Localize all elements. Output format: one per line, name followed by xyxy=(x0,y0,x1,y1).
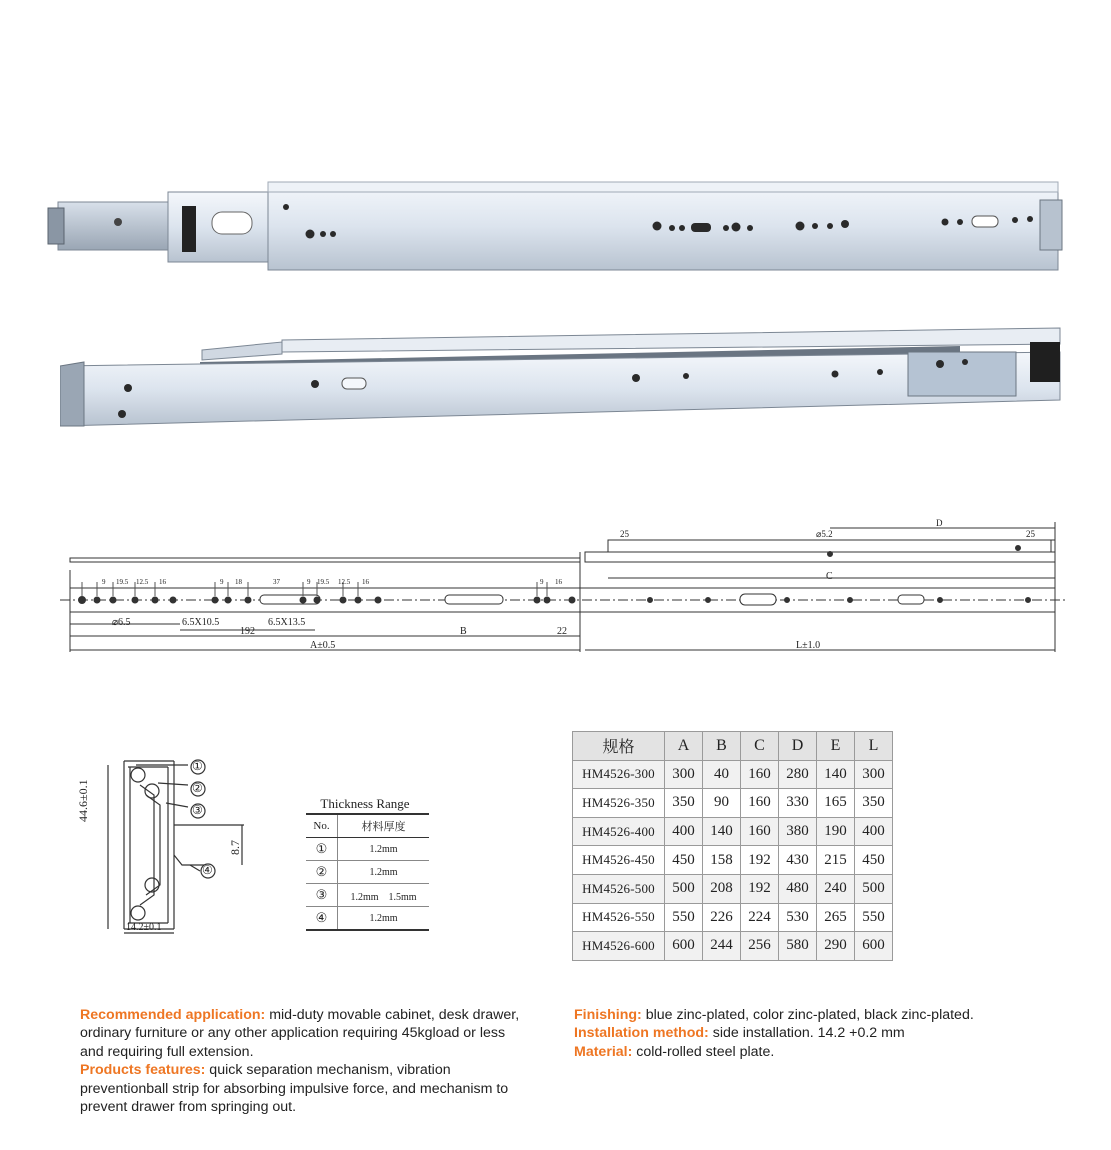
spec-header-b: B xyxy=(703,732,741,761)
spec-header-model: 规格 xyxy=(573,732,665,761)
label-c: C xyxy=(826,571,833,582)
application-label: Recommended application: xyxy=(80,1007,266,1023)
description-left xyxy=(80,1006,525,1116)
installation-label: Installation method: xyxy=(574,1025,709,1042)
thickness-row: ③ 1.2mm 1.5mm xyxy=(306,884,429,907)
thickness-row: ① 1.2mm xyxy=(306,838,429,861)
dim-25-right: 25 xyxy=(1026,529,1035,539)
application-text: mid-duty movable cabinet, desk drawer, ordinary furniture or any other application requiring 45kgload or less and requiring full extension. xyxy=(80,1007,520,1060)
thickness-row: ④ 1.2mm xyxy=(306,907,429,931)
installation-text: side installation. 14.2 +0.2 mm xyxy=(708,1025,905,1042)
spec-header-c: C xyxy=(741,732,779,761)
dim-25-left: 25 xyxy=(620,529,629,539)
spec-row: HM4526-550 550 226 224 530 265 550 xyxy=(573,903,893,932)
cross-section-drawing xyxy=(90,755,250,940)
dim-d: D xyxy=(936,518,943,528)
spec-header-row xyxy=(573,732,893,761)
thickness-header-material: 材料厚度 xyxy=(338,814,430,838)
spec-header-d: D xyxy=(779,732,817,761)
spec-row: HM4526-300 300 40 160 280 140 300 xyxy=(573,760,893,789)
finishing-label: Finishing: xyxy=(574,1007,642,1023)
spec-table xyxy=(572,731,893,961)
material-text: cold-rolled steel plate. xyxy=(632,1043,775,1060)
width-dim: 14.2±0.1 xyxy=(126,922,162,933)
thickness-row: ② 1.2mm xyxy=(306,861,429,884)
features-label: Products features: xyxy=(80,1062,206,1079)
web-dim: 8.7 xyxy=(228,840,242,855)
label-l: L±1.0 xyxy=(796,640,821,651)
spec-row: HM4526-350 350 90 160 330 165 350 xyxy=(573,789,893,818)
marker-1: ① xyxy=(192,759,203,773)
spec-header-l: L xyxy=(855,732,893,761)
dim-hole-diameter: ⌀5.2 xyxy=(816,529,833,539)
marker-3: ③ xyxy=(192,803,203,817)
height-dim: 44.6±0.1 xyxy=(76,779,90,822)
label-a: A±0.5 xyxy=(310,640,336,651)
label-22: 22 xyxy=(557,626,567,637)
finishing-text: blue zinc-plated, color zinc-plated, black zinc-plated. xyxy=(641,1007,974,1023)
thickness-title: Thickness Range xyxy=(320,796,410,811)
material-label: Material: xyxy=(574,1043,633,1060)
thickness-table xyxy=(306,813,429,931)
features-text: quick separation mechanism, vibration preventionball strip for absorbing impulsive force, and mechanism to prevent drawer from springing out. xyxy=(80,1062,509,1116)
marker-4: ④ xyxy=(202,863,213,877)
spec-row: HM4526-500 500 208 192 480 240 500 xyxy=(573,874,893,903)
label-192: 192 xyxy=(240,626,255,637)
label-slot-6-5x10-5: 6.5X10.5 xyxy=(182,617,220,628)
label-b: B xyxy=(460,626,467,637)
thickness-header-no: No. xyxy=(306,814,338,838)
spec-header-a: A xyxy=(665,732,703,761)
drawer-slide-side-view xyxy=(40,170,1080,280)
spec-header-e: E xyxy=(817,732,855,761)
spec-row: HM4526-400 400 140 160 380 190 400 xyxy=(573,817,893,846)
label-hole-6-5: ⌀6.5 xyxy=(112,617,131,628)
description-right xyxy=(574,1006,1054,1061)
spec-row: HM4526-450 450 158 192 430 215 450 xyxy=(573,846,893,875)
drawer-slide-perspective-view xyxy=(60,322,1070,434)
spec-row: HM4526-600 600 244 256 580 290 600 xyxy=(573,932,893,961)
marker-2: ② xyxy=(192,781,203,795)
label-slot-6-5x13-5: 6.5X13.5 xyxy=(268,617,306,628)
